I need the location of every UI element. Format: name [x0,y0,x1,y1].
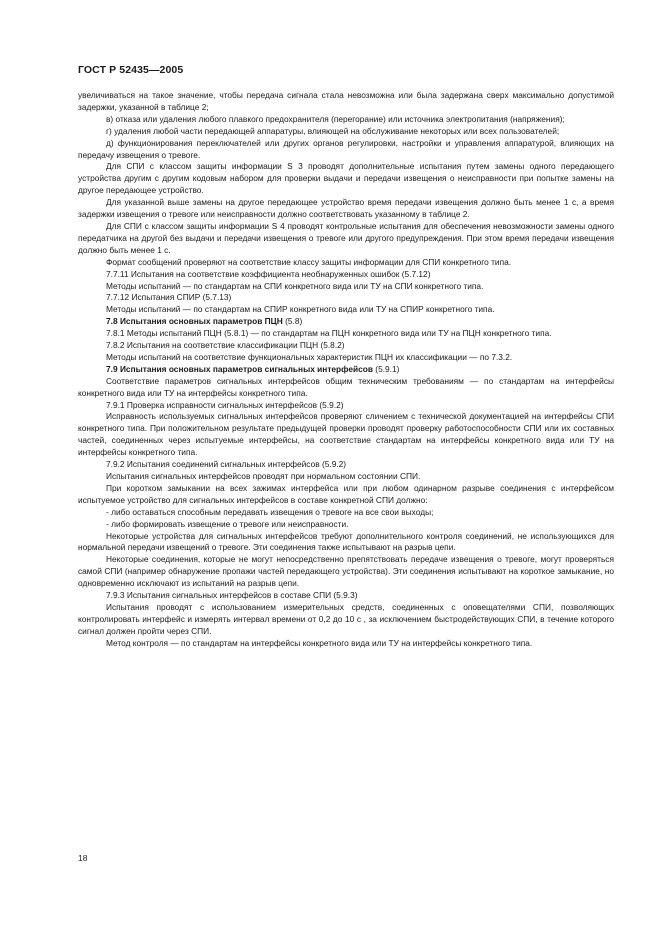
paragraph: Исправность используемых сигнальных интерфейсов проверяют сличением с технической документацией на интерфейсы СПИ конкретного типа. При положительном результате предыдущей проверки проводят проверку работоспособности СПИ или их составных частей, соединенных через испытуемые интерфейсы, на соответствие стандартам на интерфейсы конкретного вида или ТУ на интерфейсы конкретного типа. [78,411,614,458]
section-ref: (5.8) [282,316,303,327]
paragraph: увеличиваться на такое значение, чтобы передача сигнала стала невозможна или была задержана сверх максимально допустимой задержки, указанной в таблице 2; [78,90,614,112]
list-item: - либо формировать извещение о тревоге или неисправности. [106,518,349,529]
paragraph: Испытания сигнальных интерфейсов проводят при нормальном состоянии СПИ. [106,471,421,481]
paragraph: Испытания проводят с использованием измерительных средств, соединенных с оповещателями СПИ, позволяющих контролировать интерфейс и измерять интервал времени от 0,2 до 10 с , за исключением быстродействующих СПИ, в течение которого сигнал должен пройти через СПИ. [78,601,614,636]
paragraph: Методы испытаний на соответствие функциональных характеристик ПЦН их классификации — по 7.3.2. [106,351,513,362]
paragraph: Соответствие параметров сигнальных интерфейсов общим техническим требованиям — по стандартам на интерфейсы конкретного вида или ТУ на интерфейсы конкретного типа. [78,375,614,398]
section-ref: (5.9.1) [372,363,400,374]
paragraph: Формат сообщений проверяют на соответствие классу защиты информации для СПИ конкретного типа. [106,256,512,267]
list-item: г) удаления любой части передающей аппаратуры, влияющей на обслуживание некоторых или всех пользователей; [106,125,560,136]
paragraph: Метод контроля — по стандартам на интерфейсы конкретного вида или ТУ на интерфейсы конкретного типа. [106,637,533,648]
paragraph: Некоторые соединения, которые не могут непосредственно препятствовать передаче извещения о тревоге, могут проверяться самой СПИ (например обнаружение пропажи частей передающего устройства). Эти соединения испытывают на короткое замыкание, но одновременно исключают из испытаний на разрыв цепи. [78,554,614,589]
list-item: д) функционирования переключателей или других органов регулировки, настройки и управления аппаратурой, влияющих на передачу извещения о тревоге. [78,137,614,160]
paragraph: 7.8.1 Методы испытаний ПЦН (5.8.1) — по стандартам на ПЦН конкретного вида или ТУ на ПЦН конкретного типа. [106,328,552,339]
section-number: 7.9 [106,363,118,374]
paragraph: Для СПИ с классом защиты информации S 4 проводят контрольные испытания для обеспечения невозможности замены одного передатчика на другой без выдачи и передачи извещения о тревоге или другого предупреждения. При этом время передачи извещения должно быть менее 1 с. [78,220,614,255]
paragraph: При коротком замыкании на всех зажимах интерфейса или при любом одинарном разрыве соединения с интерфейсом испытуемое устройство для сигнальных интерфейсов в составе конкретной СПИ должно: [78,482,614,505]
document-page [78,64,614,650]
subsection-heading: 7.7.12 Испытания СПИР (5.7.13) [106,292,232,303]
section-title: Испытания основных параметров сигнальных интерфейсов [119,363,373,374]
subsection-heading: 7.9.1 Проверка исправности сигнальных интерфейсов (5.9.2) [106,399,344,410]
section-heading-7-8 [78,316,614,328]
document-header: ГОСТ Р 52435—2005 [78,64,184,76]
subsection-heading: 7.7.11 Испытания на соответствие коэффициента необнаруженных ошибок (5.7.12) [106,268,431,279]
subsection-heading: 7.9.2 Испытания соединений сигнальных интерфейсов (5.9.2) [106,459,347,470]
section-number: 7.8 [106,316,118,327]
section-heading-7-9 [78,364,614,376]
paragraph: Для СПИ с классом защиты информации S 3 проводят дополнительные испытания путем замены одного передающего устройства другим с другим кодовым набором для проверки выдачи и передачи извещения о неисправности при попытке замены на другое передающее устройство. [78,161,614,196]
list-item: в) отказа или удаления любого плавкого предохранителя (перегорание) или источника электропитания (напряжения); [106,113,565,124]
paragraph: Некоторые устройства для сигнальных интерфейсов требуют дополнительного контроля соединений, не использующихся для нормальной передачи извещений о тревоге. Эти соединения также испытывают на разрыв цепи. [78,530,614,553]
paragraph: Методы испытаний — по стандартам на СПИ конкретного вида или ТУ на СПИ конкретного типа. [106,280,484,291]
paragraph: Для указанной выше замены на другое передающее устройство время передачи извещения должно быть менее 1 с, а время задержки извещения о тревоге или неисправности должно соответствовать указанному в таблице 2. [78,197,614,220]
document-body [78,90,614,650]
section-title: Испытания основных параметров ПЦН [119,316,283,327]
paragraph: Методы испытаний — по стандартам на СПИР конкретного вида или ТУ на СПИР конкретного типа. [106,304,495,315]
list-item: - либо оставаться способным передавать извещения о тревоге на все свои выходы; [106,506,434,517]
subsection-heading: 7.9.3 Испытания сигнальных интерфейсов в составе СПИ (5.9.3) [106,590,358,601]
subsection-heading: 7.8.2 Испытания на соответствие классификации ПЦН (5.8.2) [106,340,345,351]
page-number: 18 [78,853,88,863]
